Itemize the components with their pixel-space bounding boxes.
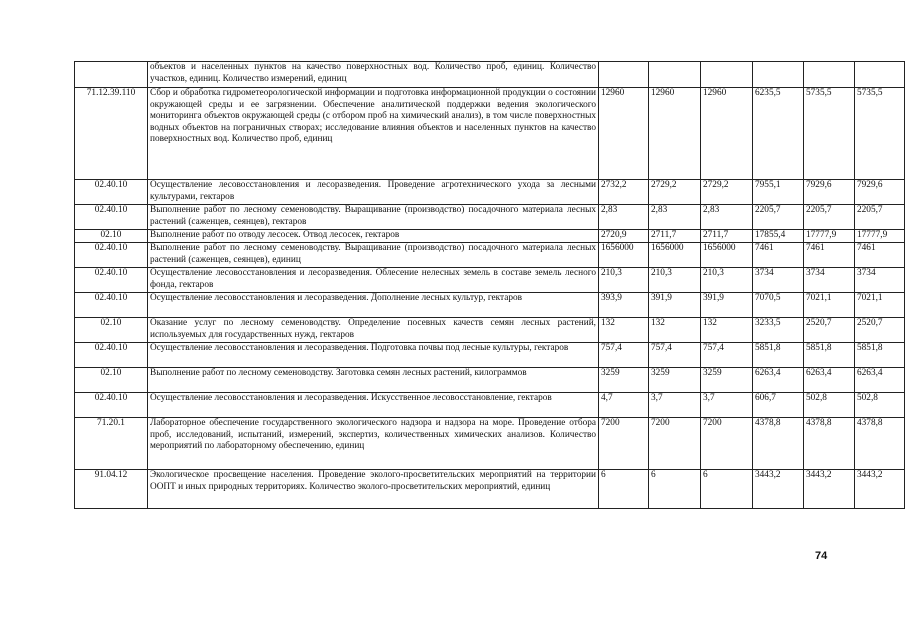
value-cell: 3259 xyxy=(599,368,649,393)
value-cell: 2732,2 xyxy=(599,180,649,205)
value-cell: 5851,8 xyxy=(855,343,905,368)
value-cell: 2,83 xyxy=(649,205,701,230)
value-cell: 3259 xyxy=(649,368,701,393)
value-cell: 606,7 xyxy=(753,393,804,418)
table-body xyxy=(75,62,905,509)
value-cell: 6 xyxy=(649,470,701,509)
value-cell: 132 xyxy=(649,318,701,343)
value-cell: 4378,8 xyxy=(855,418,905,470)
value-cell: 3,7 xyxy=(649,393,701,418)
code-cell: 02.10 xyxy=(75,368,148,393)
value-cell xyxy=(804,62,855,88)
value-cell: 210,3 xyxy=(701,268,753,293)
value-cell: 7461 xyxy=(804,243,855,268)
table-row xyxy=(75,88,905,180)
value-cell: 17855,4 xyxy=(753,230,804,243)
description-cell: объектов и населенных пунктов на качество поверхностных вод. Количество проб, единиц. Количество участков, единиц. Количество измерений, единиц xyxy=(148,62,599,88)
code-cell: 71.12.39.110 xyxy=(75,88,148,180)
value-cell: 7461 xyxy=(753,243,804,268)
description-cell: Лабораторное обеспечение государственного экологического надзора и надзора на море. Проведение отбора проб, исследований, испытаний, измерений, экспертиз, количественных химических анализов. Количество мероприятий по лабораторному обеспечению, единиц xyxy=(148,418,599,470)
value-cell: 6235,5 xyxy=(753,88,804,180)
value-cell: 2711,7 xyxy=(649,230,701,243)
value-cell: 5735,5 xyxy=(804,88,855,180)
table-row xyxy=(75,180,905,205)
value-cell: 3443,2 xyxy=(855,470,905,509)
table-row xyxy=(75,393,905,418)
description-cell: Осуществление лесовосстановления и лесоразведения. Облесение нелесных земель в составе земель лесного фонда, гектаров xyxy=(148,268,599,293)
value-cell: 2729,2 xyxy=(649,180,701,205)
value-cell: 5851,8 xyxy=(753,343,804,368)
value-cell: 3443,2 xyxy=(804,470,855,509)
value-cell: 6263,4 xyxy=(753,368,804,393)
value-cell: 757,4 xyxy=(649,343,701,368)
value-cell: 3734 xyxy=(804,268,855,293)
description-cell: Выполнение работ по лесному семеноводству. Выращивание (производство) посадочного материала лесных растений (саженцев, сеянцев), единиц xyxy=(148,243,599,268)
code-cell: 02.40.10 xyxy=(75,205,148,230)
description-cell: Выполнение работ по отводу лесосек. Отвод лесосек, гектаров xyxy=(148,230,599,243)
code-cell: 02.10 xyxy=(75,230,148,243)
description-cell: Выполнение работ по лесному семеноводству. Выращивание (производство) посадочного материала лесных растений (саженцев, сеянцев), гектаров xyxy=(148,205,599,230)
value-cell: 4378,8 xyxy=(753,418,804,470)
table-row xyxy=(75,243,905,268)
value-cell: 7929,6 xyxy=(855,180,905,205)
table-row xyxy=(75,293,905,318)
value-cell: 391,9 xyxy=(701,293,753,318)
description-cell: Осуществление лесовосстановления и лесоразведения. Подготовка почвы под лесные культуры, гектаров xyxy=(148,343,599,368)
value-cell: 17777,9 xyxy=(804,230,855,243)
value-cell: 1656000 xyxy=(649,243,701,268)
value-cell: 502,8 xyxy=(804,393,855,418)
table-row xyxy=(75,418,905,470)
value-cell: 5735,5 xyxy=(855,88,905,180)
table-row xyxy=(75,230,905,243)
table-row xyxy=(75,343,905,368)
value-cell: 757,4 xyxy=(599,343,649,368)
value-cell: 1656000 xyxy=(701,243,753,268)
description-cell: Осуществление лесовосстановления и лесоразведения. Дополнение лесных культур, гектаров xyxy=(148,293,599,318)
value-cell: 3259 xyxy=(701,368,753,393)
value-cell: 7021,1 xyxy=(855,293,905,318)
value-cell: 393,9 xyxy=(599,293,649,318)
description-cell: Выполнение работ по лесному семеноводству. Заготовка семян лесных растений, килограммов xyxy=(148,368,599,393)
value-cell: 2205,7 xyxy=(804,205,855,230)
value-cell xyxy=(855,62,905,88)
value-cell: 5851,8 xyxy=(804,343,855,368)
value-cell: 1656000 xyxy=(599,243,649,268)
value-cell: 12960 xyxy=(649,88,701,180)
value-cell: 7200 xyxy=(649,418,701,470)
value-cell: 2205,7 xyxy=(753,205,804,230)
value-cell: 4378,8 xyxy=(804,418,855,470)
value-cell: 7200 xyxy=(599,418,649,470)
description-cell: Оказание услуг по лесному семеноводству. Определение посевных качеств семян лесных растений, используемых для государственных нужд, гектаров xyxy=(148,318,599,343)
value-cell: 3734 xyxy=(855,268,905,293)
code-cell: 02.40.10 xyxy=(75,268,148,293)
description-cell: Экологическое просвещение населения. Проведение эколого-просветительских мероприятий на территории ООПТ и иных природных территориях. Количество эколого-просветительских мероприятий, единиц xyxy=(148,470,599,509)
value-cell: 2,83 xyxy=(701,205,753,230)
value-cell: 2,83 xyxy=(599,205,649,230)
value-cell: 2205,7 xyxy=(855,205,905,230)
value-cell: 6 xyxy=(701,470,753,509)
value-cell: 391,9 xyxy=(649,293,701,318)
value-cell: 3443,2 xyxy=(753,470,804,509)
value-cell: 502,8 xyxy=(855,393,905,418)
code-cell: 02.10 xyxy=(75,318,148,343)
description-cell: Осуществление лесовосстановления и лесоразведения. Искусственное лесовосстановление, гектаров xyxy=(148,393,599,418)
value-cell: 7070,5 xyxy=(753,293,804,318)
table-row xyxy=(75,470,905,509)
page-number: 74 xyxy=(815,550,828,562)
value-cell: 210,3 xyxy=(599,268,649,293)
description-cell: Сбор и обработка гидрометеорологической информации и подготовка информационной продукции о состоянии окружающей среды и ее загрязнении. Обеспечение аналитической поддержки ведения экологического мониторинга объектов окружающей среды (с отбором проб на химический анализ), в том числе поверхностных водных объектов на пограничных створах; исследование влияния объектов и населенных пунктов на качество поверхностных вод. Количество проб, единиц xyxy=(148,88,599,180)
value-cell: 6263,4 xyxy=(855,368,905,393)
code-cell: 02.40.10 xyxy=(75,243,148,268)
code-cell: 02.40.10 xyxy=(75,343,148,368)
table-row xyxy=(75,62,905,88)
value-cell: 12960 xyxy=(701,88,753,180)
table-row xyxy=(75,268,905,293)
value-cell xyxy=(599,62,649,88)
value-cell: 7021,1 xyxy=(804,293,855,318)
value-cell: 757,4 xyxy=(701,343,753,368)
value-cell: 6263,4 xyxy=(804,368,855,393)
data-table xyxy=(74,61,905,509)
value-cell: 2520,7 xyxy=(804,318,855,343)
code-cell: 02.40.10 xyxy=(75,180,148,205)
value-cell: 2711,7 xyxy=(701,230,753,243)
value-cell: 7461 xyxy=(855,243,905,268)
table-row xyxy=(75,205,905,230)
code-cell: 71.20.1 xyxy=(75,418,148,470)
value-cell xyxy=(649,62,701,88)
code-cell: 02.40.10 xyxy=(75,393,148,418)
value-cell: 2520,7 xyxy=(855,318,905,343)
value-cell: 2720,9 xyxy=(599,230,649,243)
value-cell: 6 xyxy=(599,470,649,509)
value-cell: 17777,9 xyxy=(855,230,905,243)
table-row xyxy=(75,318,905,343)
code-cell: 91.04.12 xyxy=(75,470,148,509)
value-cell: 12960 xyxy=(599,88,649,180)
value-cell: 7929,6 xyxy=(804,180,855,205)
value-cell xyxy=(701,62,753,88)
value-cell: 4,7 xyxy=(599,393,649,418)
value-cell: 3233,5 xyxy=(753,318,804,343)
code-cell: 02.40.10 xyxy=(75,293,148,318)
value-cell: 132 xyxy=(599,318,649,343)
code-cell xyxy=(75,62,148,88)
value-cell: 210,3 xyxy=(649,268,701,293)
value-cell: 2729,2 xyxy=(701,180,753,205)
description-cell: Осуществление лесовосстановления и лесоразведения. Проведение агротехнического ухода за лесными культурами, гектаров xyxy=(148,180,599,205)
table-row xyxy=(75,368,905,393)
value-cell: 3734 xyxy=(753,268,804,293)
value-cell: 3,7 xyxy=(701,393,753,418)
value-cell: 7200 xyxy=(701,418,753,470)
value-cell: 7955,1 xyxy=(753,180,804,205)
value-cell xyxy=(753,62,804,88)
value-cell: 132 xyxy=(701,318,753,343)
